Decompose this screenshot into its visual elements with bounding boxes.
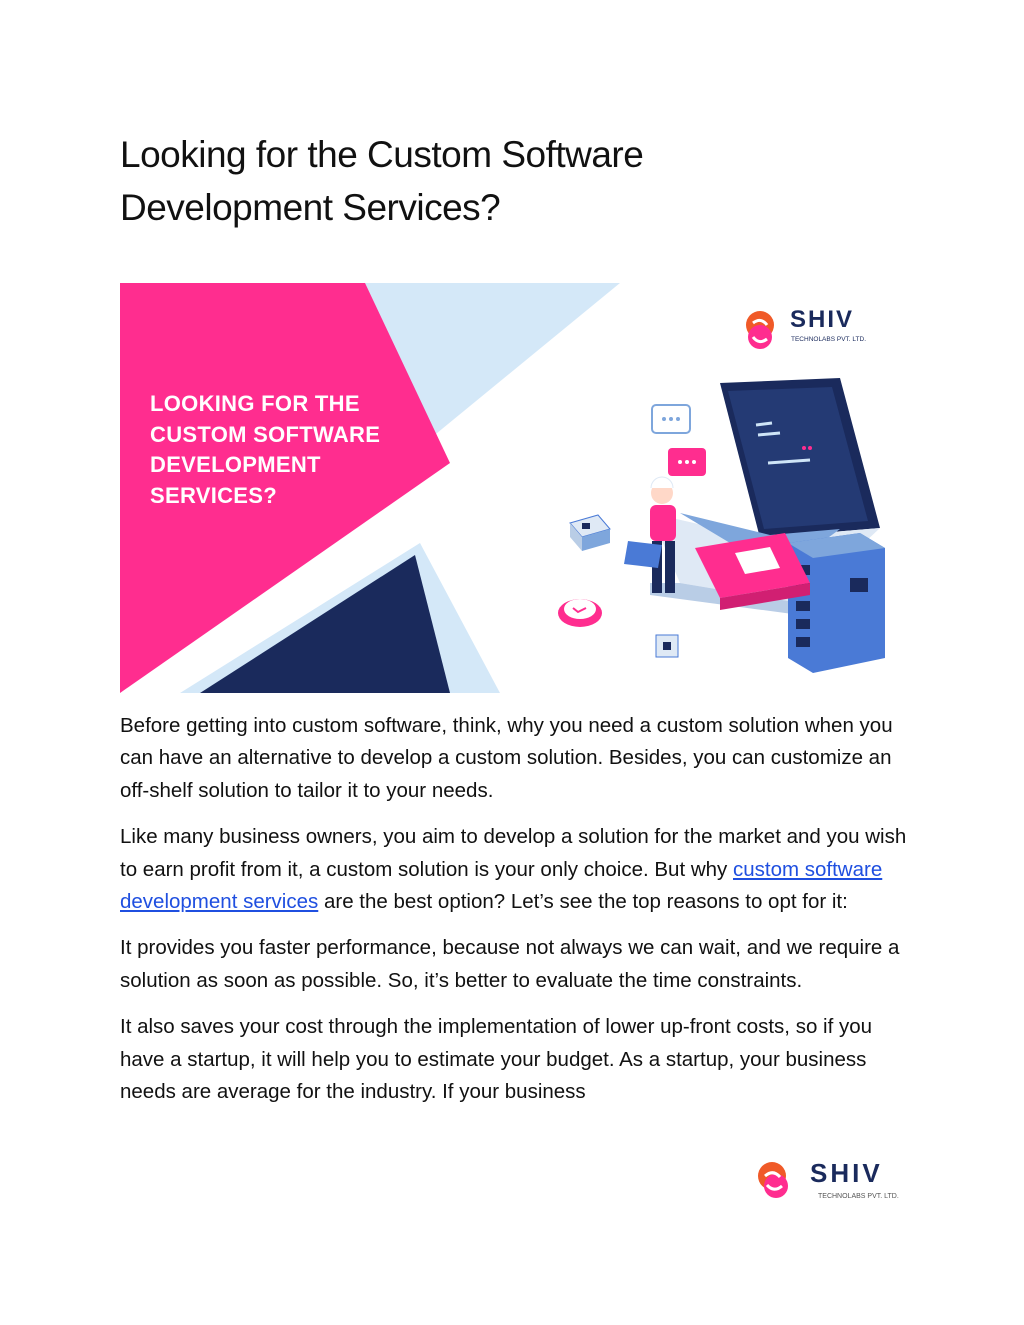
footer-logo-subtitle: TECHNOLABS PVT. LTD. — [818, 1193, 899, 1200]
paragraph-2-before: Like many business owners, you aim to develop a solution for the market and you wish to earn profit from it, a custom solution is your only choice. But why — [120, 825, 907, 881]
paragraph-4: It also saves your cost through the implementation of lower up-front costs, so if you have a startup, it will help you to estimate your budget. As a startup, your business needs are average for the industry. If your business — [120, 1015, 873, 1104]
shiv-logo — [746, 306, 866, 349]
paragraph-1: Before getting into custom software, think, why you need a custom solution when you can have an alternative to develop a custom solution. Besides, you can customize an off-shelf solution to tailor it to your needs. — [120, 714, 893, 802]
paragraph-2 — [120, 821, 910, 918]
hero-logo-subtitle: TECHNOLABS PVT. LTD. — [791, 336, 867, 343]
hero-headline-line-1: LOOKING FOR THE — [150, 391, 360, 416]
custom-software-link[interactable]: custom software development services — [120, 857, 883, 914]
server-rack-illustration — [788, 533, 885, 673]
hero-headline-line-3: DEVELOPMENT — [150, 452, 321, 477]
footer-logo-name: SHIV — [810, 1158, 883, 1188]
hero-logo-name: SHIV — [790, 306, 855, 333]
hero-headline — [150, 389, 430, 511]
hero-headline-line-2: CUSTOM SOFTWARE — [150, 421, 381, 447]
paragraph-3: It provides you faster performance, because not always we can wait, and we require a solution as soon as possible. So, it’s better to evaluate the time constraints. — [120, 936, 900, 992]
paragraph-2-after: are the best option? Let’s see the top reasons to opt for it: — [318, 890, 848, 914]
article-body — [120, 710, 910, 1122]
hero-headline-line-4: SERVICES? — [150, 482, 277, 508]
footer-shiv-logo — [752, 1150, 912, 1206]
page-title — [120, 128, 840, 234]
clock-icon — [558, 599, 602, 627]
hero-banner-image — [120, 283, 905, 693]
title-line-1: Looking for the Custom Software — [120, 134, 644, 175]
title-line-2: Development Services? — [120, 187, 501, 228]
